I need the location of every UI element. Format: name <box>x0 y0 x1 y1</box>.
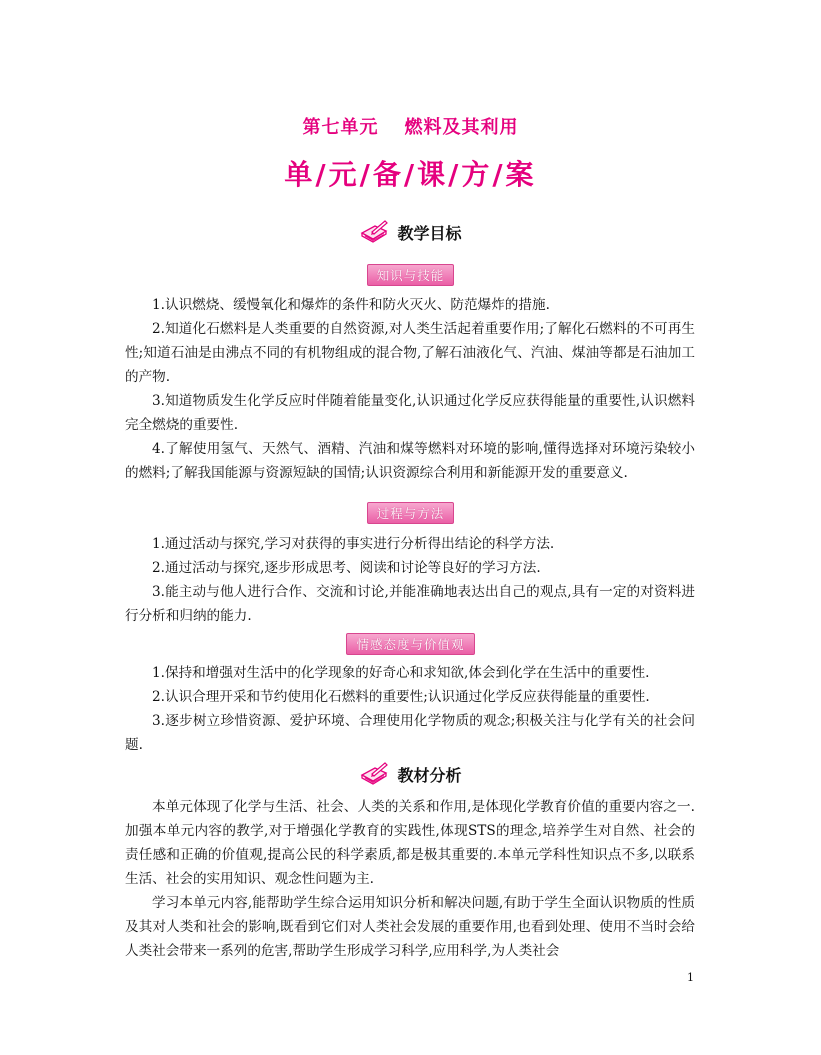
list-item: 3.知道物质发生化学反应时伴随着能量变化,认识通过化学反应获得能量的重要性,认识燃料完全燃烧的重要性. <box>125 393 695 433</box>
list-item: 3.能主动与他人进行合作、交流和讨论,并能准确地表达出自己的观点,具有一定的对资料进行分析和归纳的能力. <box>125 584 695 624</box>
list-item: 2.认识合理开采和节约使用化石燃料的重要性;认识通过化学反应获得能量的重要性. <box>152 689 650 705</box>
unit-title <box>0 113 821 139</box>
page-number: 1 <box>687 971 694 984</box>
knowledge-skills-tag <box>0 264 821 286</box>
process-methods-list <box>125 532 695 628</box>
list-item: 2.通过活动与探究,逐步形成思考、阅读和讨论等良好的学习方法. <box>152 560 541 576</box>
attitude-values-tag <box>0 633 821 655</box>
unit-name: 燃料及其利用 <box>404 117 519 138</box>
list-item: 4.了解使用氢气、天然气、酒精、汽油和煤等燃料对环境的影响,懂得选择对环境污染较小的燃料;了解我国能源与资源短缺的国情;认识资源综合利用和新能源开发的重要意义. <box>125 441 695 481</box>
list-item: 1.认识燃烧、缓慢氧化和爆炸的条件和防火灭火、防范爆炸的措施. <box>152 297 550 313</box>
material-analysis-body <box>125 795 695 963</box>
paragraph: 学习本单元内容,能帮助学生综合运用知识分析和解决问题,有助于学生全面认识物质的性质及其对人类和社会的影响,既看到它们对人类社会发展的重要作用,也看到处理、使用不当时会给人类社会带来一系列的危害,帮助学生形成学习科学,应用科学,为人类社会 <box>125 895 695 959</box>
attitude-values-list <box>125 661 695 757</box>
process-methods-tag-label: 过程与方法 <box>367 502 455 524</box>
list-item: 1.通过活动与探究,学习对获得的事实进行分析得出结论的科学方法. <box>152 536 555 552</box>
material-analysis-heading <box>0 759 821 789</box>
knowledge-skills-list <box>125 293 695 485</box>
plan-title: 单/元/备/课/方/案 <box>284 158 537 191</box>
teaching-goals-label: 教学目标 <box>397 223 462 243</box>
teaching-goals-heading <box>0 217 821 247</box>
list-item: 2.知道化石燃料是人类重要的自然资源,对人类生活起着重要作用;了解化石燃料的不可再生性;知道石油是由沸点不同的有机物组成的混合物,了解石油液化气、汽油、煤油等都是石油加工的产物. <box>125 321 695 385</box>
material-analysis-label: 教材分析 <box>397 765 462 785</box>
unit-label: 第七单元 <box>302 117 379 138</box>
book-pen-icon <box>359 219 389 245</box>
paragraph: 本单元体现了化学与生活、社会、人类的关系和作用,是体现化学教育价值的重要内容之一.加强本单元内容的教学,对于增强化学教育的实践性,体现STS的理念,培养学生对自然、社会的责任感和正确的价值观,提高公民的科学素质,都是极其重要的.本单元学科性知识点不多,以联系生活、社会的实用知识、观念性问题为主. <box>125 799 695 887</box>
list-item: 1.保持和增强对生活中的化学现象的好奇心和求知欲,体会到化学在生活中的重要性. <box>152 665 650 681</box>
attitude-values-tag-label: 情感态度与价值观 <box>346 633 474 655</box>
knowledge-skills-tag-label: 知识与技能 <box>367 264 455 286</box>
list-item: 3.逐步树立珍惜资源、爱护环境、合理使用化学物质的观念;积极关注与化学有关的社会问题. <box>125 713 695 753</box>
book-pen-icon <box>359 761 389 787</box>
process-methods-tag <box>0 502 821 524</box>
